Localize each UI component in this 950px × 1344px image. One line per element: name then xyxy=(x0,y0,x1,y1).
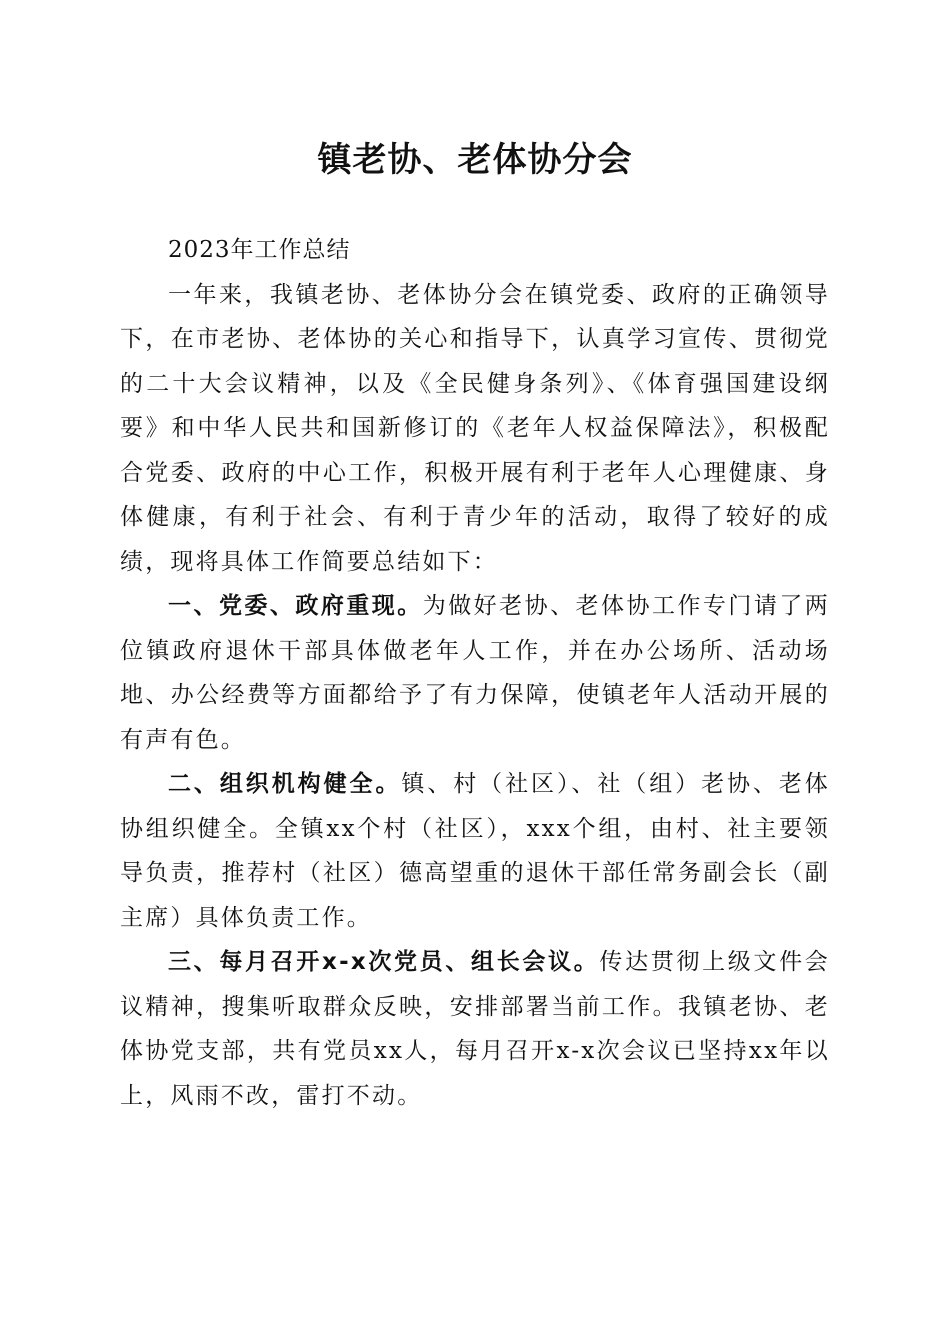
document-body xyxy=(120,228,830,1118)
section-text-2: 镇、村（社区）、社（组）老协、老体协组织健全。全镇xx个村（社区），xxx个组，由村、社主要领导负责，推荐村（社区）德高望重的退休干部任常务副会长（副主席）具体负责工作。 xyxy=(120,771,830,931)
section-paragraph-3 xyxy=(120,940,830,1118)
section-text-1: 为做好老协、老体协工作专门请了两位镇政府退休干部具体做老年人工作，并在办公场所、活动场地、办公经费等方面都给予了有力保障，使镇老年人活动开展的有声有色。 xyxy=(120,593,830,753)
section-heading-1: 一、党委、政府重现。 xyxy=(168,593,423,619)
section-text-3: 传达贯彻上级文件会议精神，搜集听取群众反映，安排部署当前工作。我镇老协、老体协党支部，共有党员xx人，每月召开x-x次会议已坚持xx年以上，风雨不改，雷打不动。 xyxy=(120,949,830,1109)
section-heading-2: 二、组织机构健全。 xyxy=(168,771,402,797)
section-paragraph-1 xyxy=(120,584,830,762)
document-subtitle: 2023年工作总结 xyxy=(168,237,351,263)
section-paragraph-2 xyxy=(120,762,830,940)
section-heading-3: 三、每月召开x-x次党员、组长会议。 xyxy=(168,949,600,975)
document-title: 镇老协、老体协分会 xyxy=(317,140,633,180)
intro-paragraph: 一年来，我镇老协、老体协分会在镇党委、政府的正确领导下，在市老协、老体协的关心和指导下，认真学习宣传、贯彻党的二十大会议精神，以及《全民健身条列》、《体育强国建设纲要》和中华人民共和国新修订的《老年人权益保障法》，积极配合党委、政府的中心工作，积极开展有利于老年人心理健康、身体健康，有利于社会、有利于青少年的活动，取得了较好的成绩，现将具体工作简要总结如下： xyxy=(120,281,830,575)
